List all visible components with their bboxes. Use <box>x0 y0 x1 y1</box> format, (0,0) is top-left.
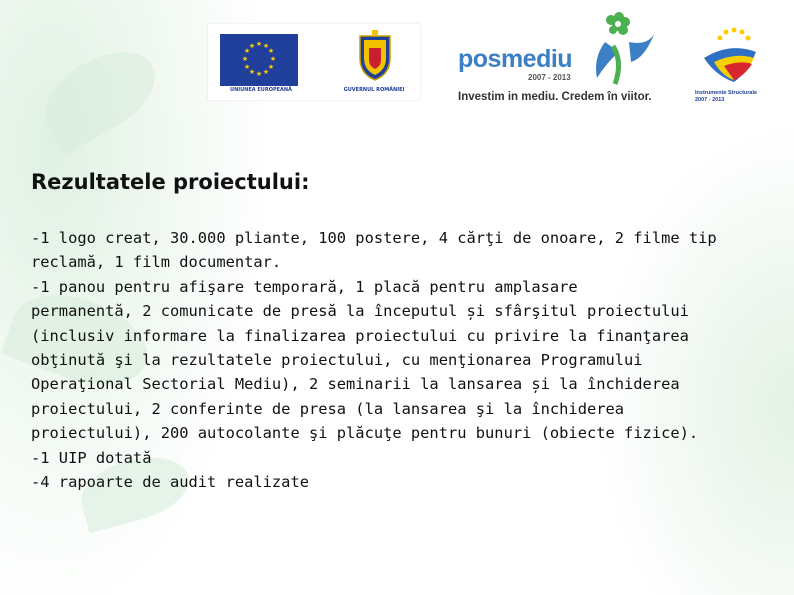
text-line: -1 UIP dotată <box>31 448 152 467</box>
svg-text:★: ★ <box>243 47 251 55</box>
svg-text:★: ★ <box>243 63 251 71</box>
text-line: Operaţional Sectorial Mediu), 2 seminarii la lansarea și la închiderea <box>31 375 680 394</box>
posmediu-wordmark: posmediu <box>458 45 573 73</box>
svg-text:★: ★ <box>269 55 277 63</box>
page-title: Rezultatele proiectului: <box>31 170 310 194</box>
eu-flag-icon <box>220 34 298 86</box>
eu-label: UNIUNEA EUROPEANĂ <box>230 87 292 93</box>
svg-text:★: ★ <box>241 55 249 63</box>
instrumente-structurale-label <box>695 90 775 104</box>
text-line: -1 panou pentru afişare temporară, 1 placă pentru amplasare <box>31 277 578 296</box>
government-label: GUVERNUL ROMÂNIEI <box>343 87 405 93</box>
is-label-line1: Instrumente Structurale <box>695 90 758 96</box>
posmediu-figure-icon <box>585 12 667 86</box>
text-line: permanentă, 2 comunicate de presă la începutul și sfârşitul proiectului <box>31 302 689 321</box>
svg-text:★: ★ <box>267 63 275 71</box>
text-line: obţinută şi la rezultatele proiectului, cu menţionarea Programului <box>31 351 643 370</box>
romania-crest-icon <box>354 28 396 82</box>
text-line: reclamă, 1 film documentar. <box>31 253 282 272</box>
svg-text:★: ★ <box>248 42 256 50</box>
svg-text:★: ★ <box>255 70 263 78</box>
posmediu-years: 2007 - 2013 <box>528 73 571 82</box>
posmediu-slogan: Investim in mediu. Credem în viitor. <box>458 91 652 103</box>
svg-text:★: ★ <box>255 40 263 48</box>
text-line: -1 logo creat, 30.000 pliante, 100 postere, 4 cărţi de onoare, 2 filme tip <box>31 229 717 247</box>
text-line: -4 rapoarte de audit realizate <box>31 473 309 492</box>
text-line: proiectului), 200 autocolante şi plăcuţe pentru bunuri (obiecte fizice). <box>31 424 699 443</box>
text-line: proiectului, 2 conferinte de presa (la lansarea şi la închiderea <box>31 399 625 418</box>
is-label-line2: 2007 - 2013 <box>695 97 725 103</box>
results-text <box>31 226 771 494</box>
svg-text:★: ★ <box>248 68 256 76</box>
svg-text:★: ★ <box>262 42 270 50</box>
text-line: (inclusiv informare la finalizarea proiectului cu privire la finanţarea <box>31 326 689 345</box>
svg-text:★: ★ <box>262 68 270 76</box>
posmediu-logo <box>455 12 670 112</box>
partner-logos-panel <box>208 24 420 100</box>
svg-text:★: ★ <box>267 47 275 55</box>
